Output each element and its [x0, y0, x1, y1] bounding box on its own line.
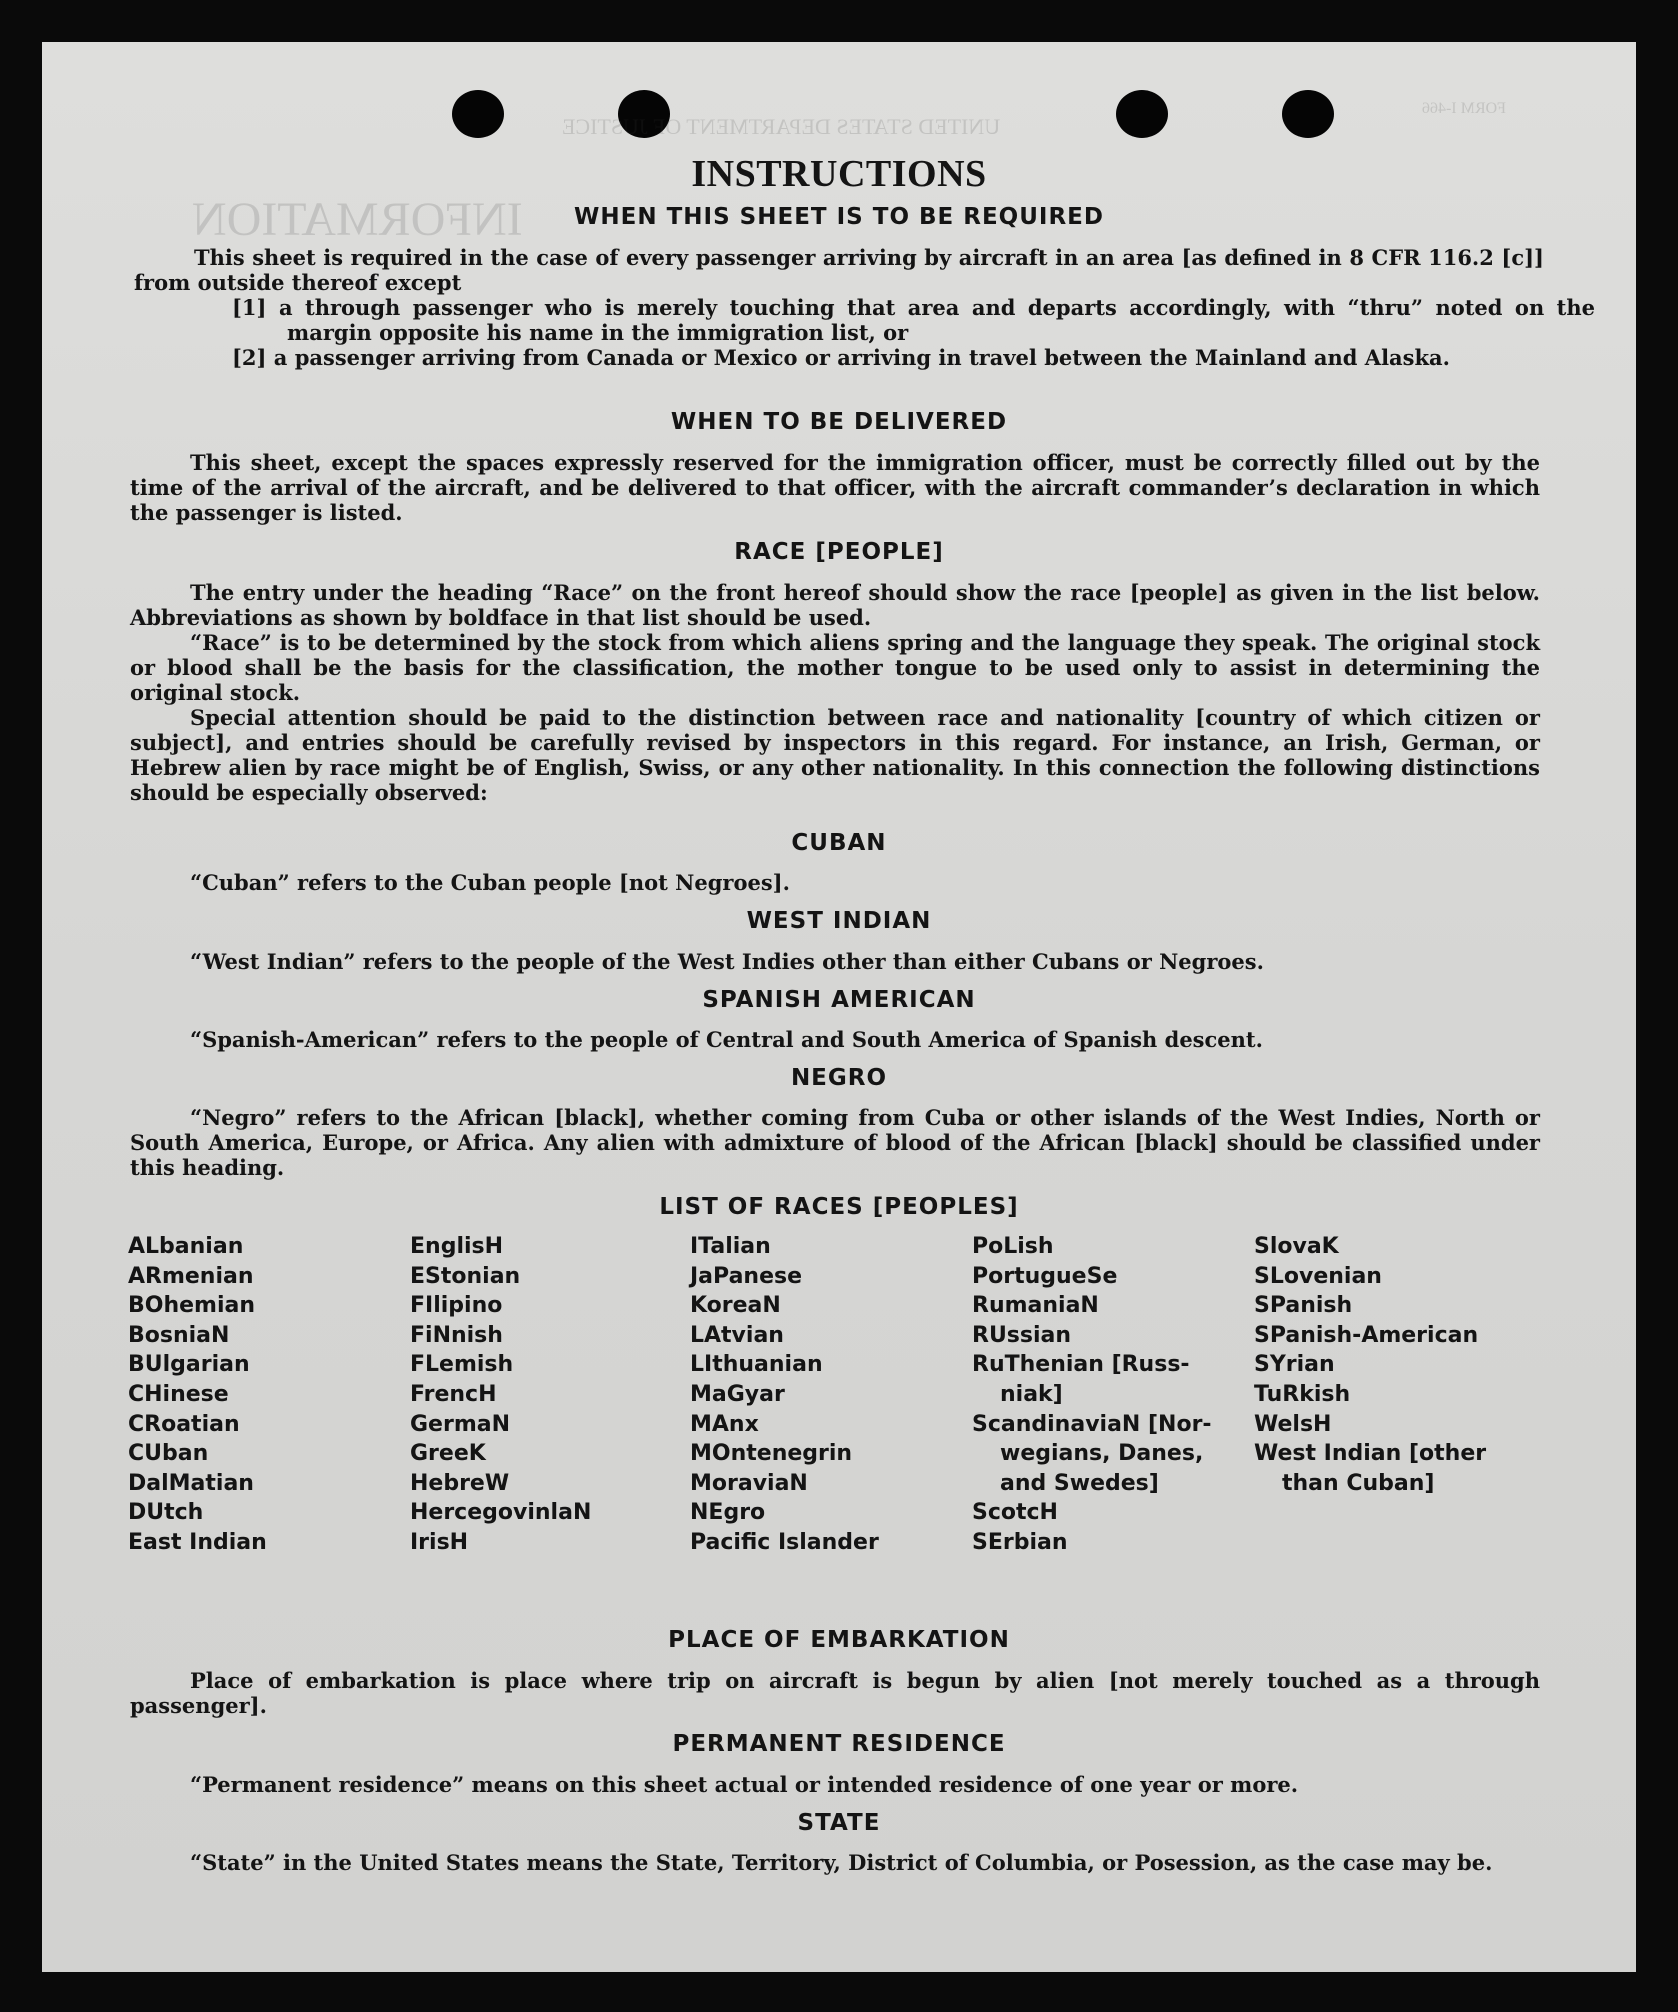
section-heading-list-of-races: LIST OF RACES [PEOPLES] — [659, 1194, 1019, 1220]
race-list-item: ITalian — [690, 1234, 771, 1259]
race-list-item: IrisH — [410, 1529, 469, 1555]
section-heading-residence: PERMANENT RESIDENCE — [672, 1731, 1006, 1757]
race-list-item: SLovenian — [1254, 1263, 1382, 1289]
section-heading-cuban: CUBAN — [791, 830, 887, 856]
paragraph-required: This sheet is required in the case of every passenger arriving by aircraft in an area [as defined in 8 CFR 116.2 [c]] from outside thereof except — [134, 245, 1544, 295]
race-list-item: CHinese — [128, 1381, 229, 1407]
race-list-item: HebreW — [410, 1470, 510, 1496]
race-list-item: LIthuanian — [690, 1352, 823, 1378]
race-list-item: FiNnish — [410, 1322, 503, 1348]
section-heading-west-indian: WEST INDIAN — [746, 908, 932, 934]
race-list-item: East Indian — [128, 1529, 267, 1555]
race-list-item: RuThenian [Russ- — [972, 1352, 1190, 1378]
race-list-item: JaPanese — [690, 1263, 803, 1289]
section-heading-negro: NEGRO — [790, 1065, 888, 1091]
race-list-item: GermaN — [410, 1411, 511, 1437]
race-list-item: RumaniaN — [972, 1293, 1099, 1319]
race-list-item: and Swedes] — [1000, 1470, 1159, 1496]
paragraph-state: “State” in the United States means the State, Territory, District of Columbia, or Posession, as the case may be. — [190, 1850, 1493, 1875]
race-list-item: SPanish — [1254, 1293, 1353, 1319]
race-list-column-3 — [690, 1232, 970, 1558]
race-list-item: ScandinaviaN [Nor- — [972, 1411, 1212, 1437]
punch-hole — [1116, 90, 1168, 138]
race-list-item: SErbian — [972, 1529, 1068, 1555]
race-list-column-1 — [128, 1232, 408, 1558]
paragraph-west-indian: “West Indian” refers to the people of the West Indies other than either Cubans or Negroes. — [190, 949, 1264, 974]
race-list-item: TuRkish — [1254, 1381, 1351, 1407]
race-list-item: CRoatian — [128, 1411, 240, 1437]
race-list-item: DUtch — [128, 1500, 204, 1526]
race-list-item: SPanish-American — [1254, 1322, 1479, 1348]
race-list-item: SlovaK — [1254, 1234, 1339, 1259]
bleed-through-heading: INFORMATION — [192, 193, 523, 246]
race-list-item: PoLish — [972, 1234, 1054, 1259]
paragraph-cuban: “Cuban” refers to the Cuban people [not Negroes]. — [190, 870, 790, 895]
race-list-item: GreeK — [410, 1441, 486, 1467]
page-title: INSTRUCTIONS — [691, 153, 987, 195]
paragraph-embarkation: Place of embarkation is place where trip on aircraft is begun by alien [not merely touched as a through passenger]. — [130, 1668, 1540, 1718]
race-list-item: MaGyar — [690, 1381, 785, 1407]
race-list-item: MOntenegrin — [690, 1441, 853, 1467]
race-list-item: FrencH — [410, 1381, 497, 1407]
section-heading-state: STATE — [797, 1810, 881, 1836]
race-list-item: CUban — [128, 1441, 209, 1467]
race-list-item: ALbanian — [128, 1234, 244, 1259]
race-list-item: West Indian [other — [1254, 1441, 1487, 1467]
race-list-column-4 — [972, 1232, 1252, 1558]
bleed-through-form: FORM I-466 — [1422, 100, 1507, 117]
paragraph-race-1: The entry under the heading “Race” on the front hereof should show the race [people] as given in the list below. Abbreviations as shown by boldface in that list should be used. — [130, 580, 1540, 630]
bleed-through-text: UNITED STATES DEPARTMENT OF JUSTICE — [562, 114, 1001, 139]
race-list-item: PortugueSe — [972, 1263, 1118, 1289]
paragraph-race-3: Special attention should be paid to the distinction between race and nationality [country of which citizen or subject], and entries should be carefully revised by inspectors in this regard. For instance, an Irish, German, or Hebrew alien by race might be of English, Swiss, or any other nationality. In this connection the following distinctions should be especially observed: — [130, 705, 1540, 805]
exception-item-2: [2] a passenger arriving from Canada or Mexico or arriving in travel between the Mainland and Alaska. — [232, 345, 1450, 370]
race-list-item: FLemish — [410, 1352, 514, 1378]
race-list-item: niak] — [1000, 1381, 1063, 1407]
race-list-item: MAnx — [690, 1411, 759, 1437]
race-list-item: ARmenian — [128, 1263, 254, 1289]
section-heading-spanish-american: SPANISH AMERICAN — [702, 987, 976, 1013]
race-list-item: FIlipino — [410, 1293, 503, 1319]
race-list-item: SYrian — [1254, 1352, 1335, 1378]
paragraph-negro: “Negro” refers to the African [black], whether coming from Cuba or other islands of the West Indies, North or South America, Europe, or Africa. Any alien with admixture of blood of the African [black] should be classified under this heading. — [130, 1105, 1540, 1180]
race-list-item: ScotcH — [972, 1500, 1058, 1526]
document-sheet — [42, 42, 1636, 1972]
paragraph-spanish-american: “Spanish-American” refers to the people of Central and South America of Spanish descent. — [190, 1027, 1263, 1052]
exception-item-1: [1] a through passenger who is merely touching that area and departs accordingly, with “thru” noted on the margin opposite his name in the immigration list, or — [232, 295, 1595, 345]
paragraph-delivered: This sheet, except the spaces expressly reserved for the immigration officer, must be correctly filled out by the time of the arrival of the aircraft, and be delivered to that officer, with the aircraft commander’s declaration in which the passenger is listed. — [130, 450, 1540, 525]
race-list-item: than Cuban] — [1282, 1470, 1435, 1496]
race-list-item: HercegovinlaN — [410, 1500, 592, 1526]
section-heading-embarkation: PLACE OF EMBARKATION — [668, 1627, 1010, 1653]
race-list-column-5 — [1254, 1232, 1534, 1498]
race-list-item: MoraviaN — [690, 1470, 808, 1496]
race-list-item: Pacific Islander — [690, 1529, 879, 1555]
race-list-item: LAtvian — [690, 1322, 784, 1348]
race-list-item: EStonian — [410, 1263, 521, 1289]
punch-hole — [1282, 90, 1334, 138]
paragraph-race-2: “Race” is to be determined by the stock from which aliens spring and the language they speak. The original stock or blood shall be the basis for the classification, the mother tongue to be used only to assist in determining the original stock. — [130, 630, 1540, 705]
section-heading-race: RACE [PEOPLE] — [734, 539, 944, 565]
race-list-item: EnglisH — [410, 1234, 504, 1259]
punch-hole — [452, 90, 504, 138]
race-list-item: BUlgarian — [128, 1352, 250, 1378]
section-heading-delivered: WHEN TO BE DELIVERED — [670, 409, 1008, 435]
race-list-item: DalMatian — [128, 1470, 254, 1496]
race-list-column-2 — [410, 1232, 690, 1558]
race-list-item: BOhemian — [128, 1293, 256, 1319]
race-list-item: BosniaN — [128, 1322, 230, 1348]
section-heading-required: WHEN THIS SHEET IS TO BE REQUIRED — [574, 204, 1104, 230]
race-list-item: wegians, Danes, — [1000, 1441, 1204, 1467]
race-list-item: RUssian — [972, 1322, 1072, 1348]
race-list-item: KoreaN — [690, 1293, 781, 1319]
race-list-item: WelsH — [1254, 1411, 1332, 1437]
race-list-item: NEgro — [690, 1500, 766, 1526]
paragraph-residence: “Permanent residence” means on this sheet actual or intended residence of one year or more. — [190, 1772, 1299, 1797]
